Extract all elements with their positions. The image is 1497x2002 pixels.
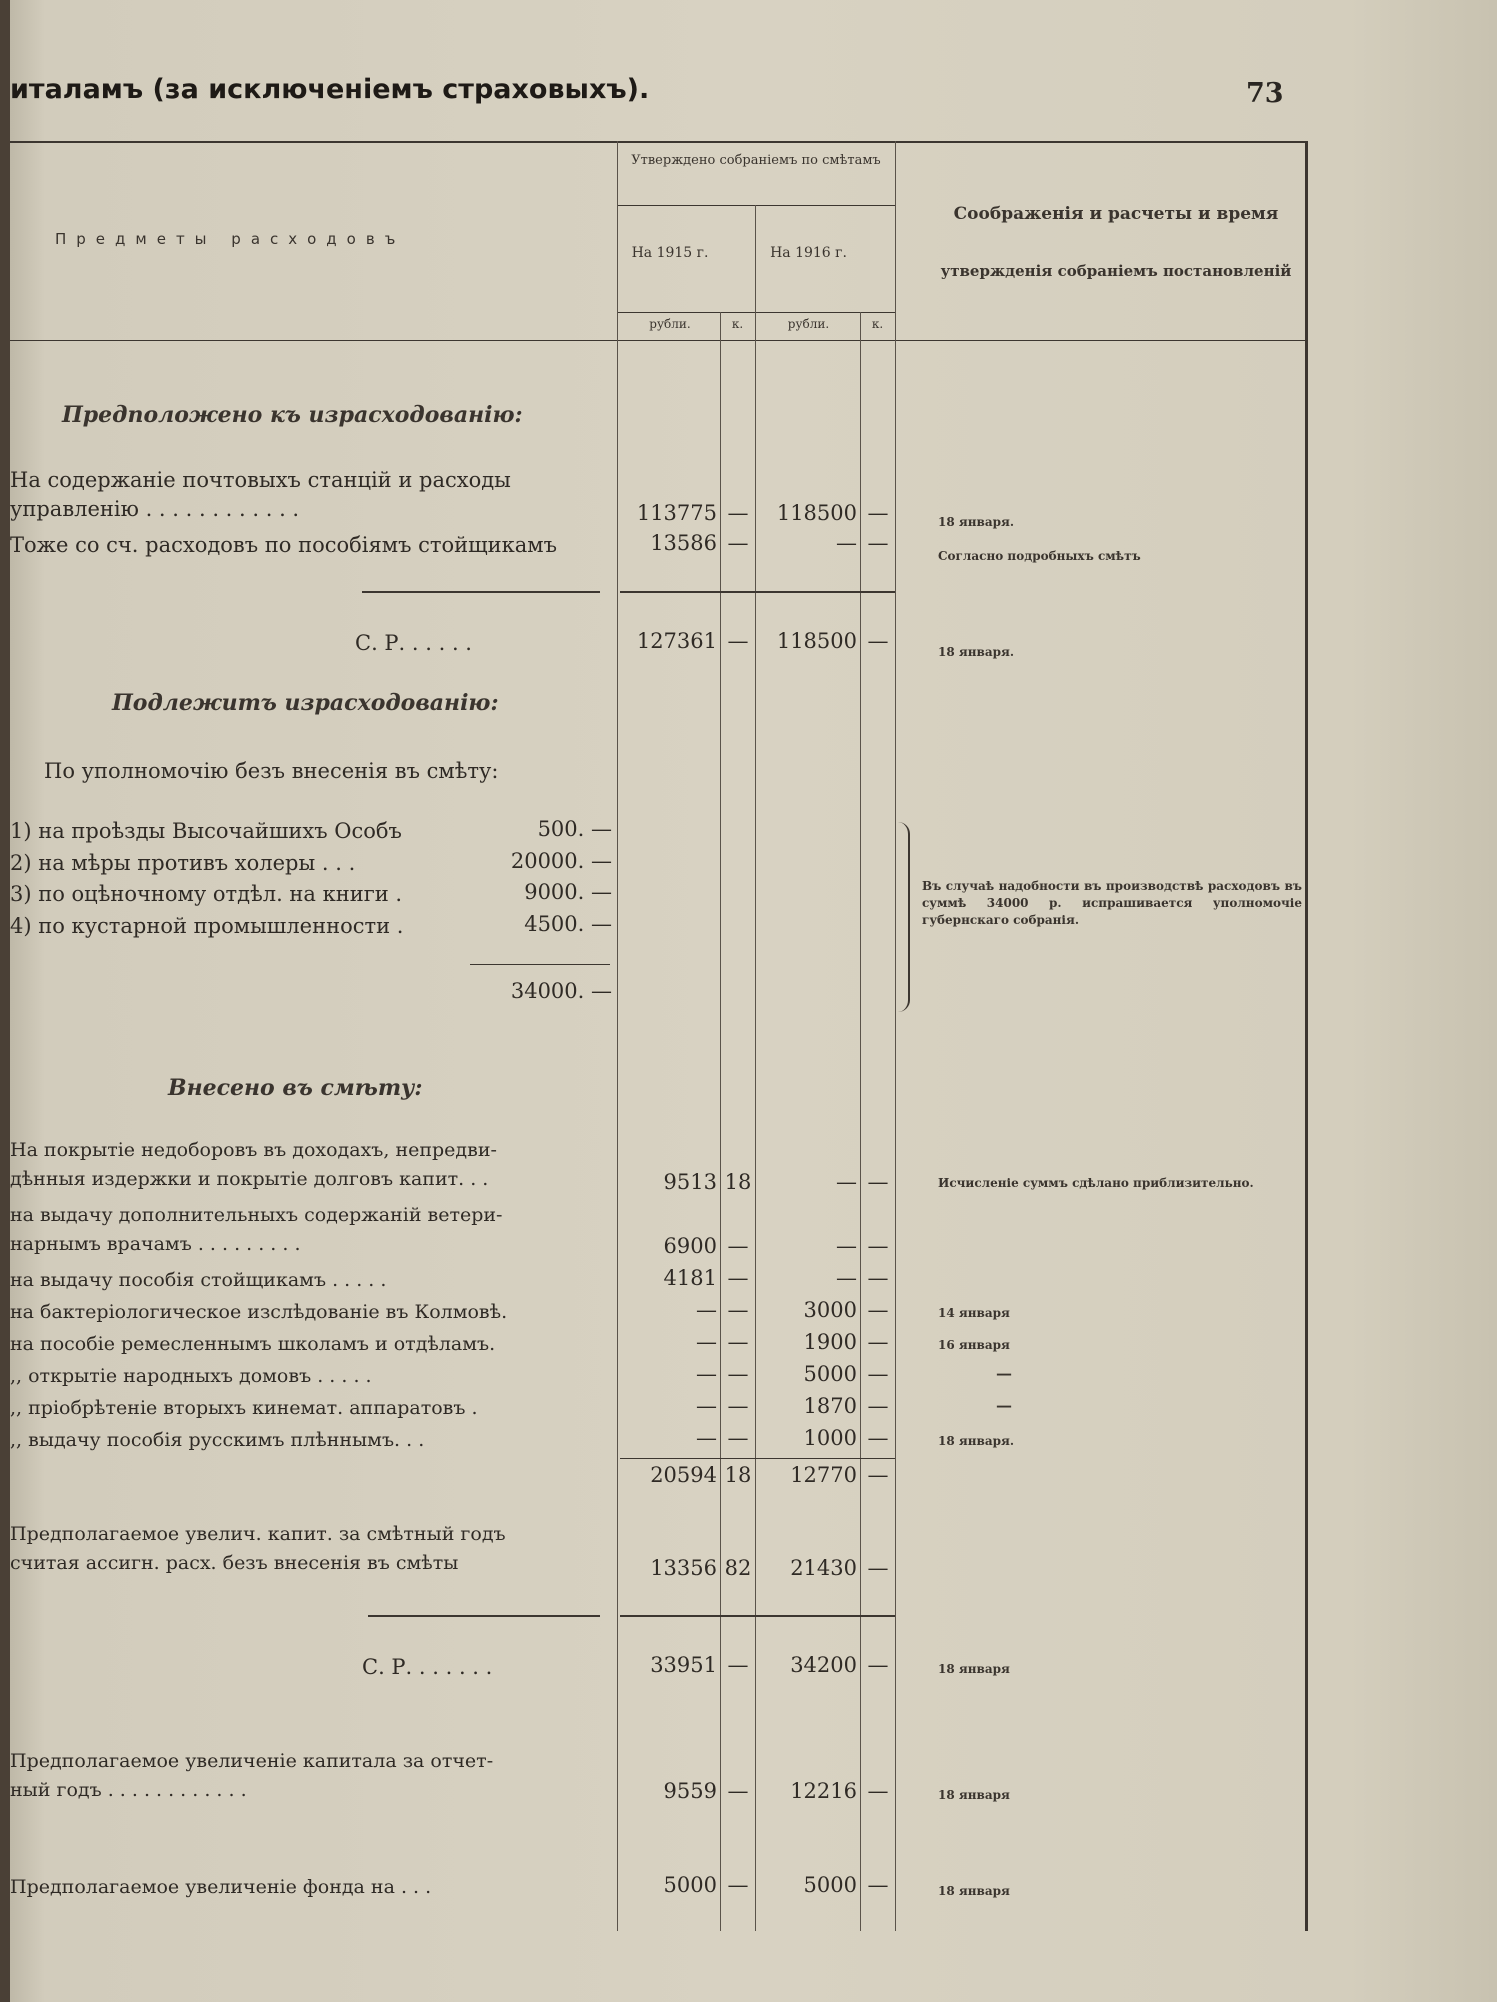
amount-1916: 118500 xyxy=(776,629,857,653)
sum-rule xyxy=(362,591,600,593)
sum-rule xyxy=(470,964,610,965)
row-description: ,, пріобрѣтеніе вторыхъ кинемат. аппаратовъ . xyxy=(10,1397,478,1419)
kopeks-1915: 82 xyxy=(724,1556,752,1580)
kopeks-1916: — xyxy=(867,1330,889,1354)
row-description: Тоже со сч. расходовъ по пособіямъ стойщикамъ xyxy=(10,533,558,557)
row-description: Предполагаемое увеличеніе фонда на . . . xyxy=(10,1876,432,1898)
kopeks-1915: 18 xyxy=(724,1463,752,1487)
row-note: 18 января xyxy=(938,1884,1010,1898)
kopeks-header: к. xyxy=(871,317,884,331)
sub-amount: 500. — xyxy=(537,817,612,841)
sum-rule xyxy=(620,1615,895,1617)
kopeks-1916: — xyxy=(867,629,889,653)
kopeks-1915: — xyxy=(727,629,749,653)
amount-1915: 113775 xyxy=(636,501,717,525)
row-description: По уполномочію безъ внесенія въ смѣту: xyxy=(44,759,499,783)
sub-amount: 4500. — xyxy=(524,912,612,936)
row-note: 18 января. xyxy=(938,515,1015,529)
row-note: 18 января. xyxy=(938,1434,1015,1448)
items-column-header: Предметы расходовъ xyxy=(55,230,406,248)
amount-1916: 3000 xyxy=(803,1298,857,1322)
bracket-note: Въ случаѣ надобности въ производствѣ расходовъ въ суммѣ 34000 р. испрашивается уполномочіе губернскаго собранія. xyxy=(922,879,1302,927)
row-description: На содержаніе почтовыхъ станцій и расходы управленію . . . . . . . . . . . . xyxy=(10,468,511,521)
row-note: — xyxy=(996,1396,1012,1415)
amount-1916: — xyxy=(836,1234,857,1258)
row-note: Исчисленіе суммъ сдѣлано приблизительно. xyxy=(938,1176,1254,1190)
kopeks-1915: — xyxy=(727,1330,749,1354)
kopeks-1915: — xyxy=(727,501,749,525)
rubles-header: рубли. xyxy=(787,317,830,331)
kopeks-1915: — xyxy=(727,1873,749,1897)
kopeks-1915: — xyxy=(727,1394,749,1418)
amount-1916: — xyxy=(836,1266,857,1290)
section-title: Подлежитъ израсходованію: xyxy=(112,690,499,716)
approved-header: Утверждено собраніемъ по смѣтамъ xyxy=(631,153,881,168)
brace xyxy=(898,822,910,1012)
kopeks-1915: — xyxy=(727,1266,749,1290)
amount-1915: 9513 xyxy=(663,1170,717,1194)
amount-1916: — xyxy=(836,531,857,555)
amount-1916: 12216 xyxy=(790,1779,857,1803)
year-1916-header: На 1916 г. xyxy=(770,245,847,261)
page-header: италамъ (за исключеніемъ страховыхъ). xyxy=(10,74,650,105)
row-description: ,, открытіе народныхъ домовъ . . . . . xyxy=(10,1365,372,1387)
row-note: 18 января xyxy=(938,1662,1010,1676)
row-description: 4) по кустарной промышленности . xyxy=(10,914,404,938)
amount-1915: 13586 xyxy=(650,531,717,555)
row-note: 18 января xyxy=(938,1788,1010,1802)
kopeks-1916: — xyxy=(867,1556,889,1580)
kopeks-1916: — xyxy=(867,1170,889,1194)
kopeks-1916: — xyxy=(867,1653,889,1677)
row-description: 2) на мѣры противъ холеры . . . xyxy=(10,851,356,875)
amount-1915: — xyxy=(696,1298,717,1322)
notes-header-line2: утвержденія собраніемъ постановленій xyxy=(940,262,1292,280)
col-divider xyxy=(895,141,896,1931)
amount-1915: 33951 xyxy=(650,1653,717,1677)
amount-1915: 13356 xyxy=(650,1556,717,1580)
year-1915-header: На 1915 г. xyxy=(631,245,709,261)
row-description: На покрытіе недоборовъ въ доходахъ, непредви- дѣнныя издержки и покрытіе долговъ капит. . . xyxy=(10,1139,497,1190)
amount-1916: 12770 xyxy=(790,1463,857,1487)
kopeks-1916: — xyxy=(867,1873,889,1897)
row-note: Согласно подробныхъ смѣтъ xyxy=(938,549,1141,563)
kopeks-1915: — xyxy=(727,1653,749,1677)
kopeks-1916: — xyxy=(867,1298,889,1322)
row-description: на пособіе ремесленнымъ школамъ и отдѣламъ. xyxy=(10,1333,496,1355)
col-divider xyxy=(617,141,618,1931)
subtotal-label: С. Р. . . . . . . xyxy=(362,1655,493,1679)
sum-rule xyxy=(620,1458,895,1459)
row-description: на выдачу дополнительныхъ содержаній ветери- нарнымъ врачамъ . . . . . . . . . xyxy=(10,1204,503,1255)
amount-1916: 21430 xyxy=(790,1556,857,1580)
row-description: на выдачу пособія стойщикамъ . . . . . xyxy=(10,1269,387,1291)
kopeks-1915: — xyxy=(727,1426,749,1450)
row-description: ,, выдачу пособія русскимъ плѣннымъ. . . xyxy=(10,1429,425,1451)
section-title: Внесено въ смѣту: xyxy=(168,1075,423,1101)
row-note: 14 января xyxy=(938,1306,1010,1320)
row-description: на бактеріологическое изслѣдованіе въ Колмовѣ. xyxy=(10,1301,508,1323)
amount-1915: 4181 xyxy=(663,1266,717,1290)
book-spine xyxy=(0,0,10,2002)
notes-header-line1: Соображенія и расчеты и время xyxy=(953,204,1279,224)
kopeks-1915: — xyxy=(727,1298,749,1322)
amount-1916: 34200 xyxy=(790,1653,857,1677)
sub-amount: 9000. — xyxy=(524,880,612,904)
col-divider xyxy=(720,312,721,1931)
amount-1915: 127361 xyxy=(636,629,717,653)
section-title: Предположено къ израсходованію: xyxy=(62,402,523,428)
kopeks-header: к. xyxy=(731,317,744,331)
amount-1915: 20594 xyxy=(650,1463,717,1487)
sub-amount-total: 34000. — xyxy=(510,979,612,1003)
amount-1916: 5000 xyxy=(803,1873,857,1897)
kopeks-1916: — xyxy=(867,1779,889,1803)
amount-1915: 9559 xyxy=(663,1779,717,1803)
amount-1916: — xyxy=(836,1170,857,1194)
amount-1916: 1000 xyxy=(803,1426,857,1450)
kopeks-1916: — xyxy=(867,1362,889,1386)
sum-rule xyxy=(368,1615,600,1617)
header-bottom-rule xyxy=(10,340,1306,341)
row-description: Предполагаемое увелич. капит. за смѣтный годъ считая ассигн. расх. безъ внесенія въ смѣты xyxy=(10,1523,506,1574)
kopeks-1915: 18 xyxy=(724,1170,752,1194)
amount-1916: 1870 xyxy=(803,1394,857,1418)
sum-rule xyxy=(620,591,895,593)
amount-1915: 6900 xyxy=(663,1234,717,1258)
approved-rule xyxy=(617,205,895,206)
row-note: — xyxy=(996,1364,1012,1383)
col-divider xyxy=(755,205,756,1931)
row-description: 3) по оцѣночному отдѣл. на книги . xyxy=(10,882,403,906)
row-description: 1) на проѣзды Высочайшихъ Особъ xyxy=(10,819,402,843)
col-divider xyxy=(860,312,861,1931)
row-note: 18 января. xyxy=(938,645,1015,659)
amount-1915: 5000 xyxy=(663,1873,717,1897)
row-description: Предполагаемое увеличеніе капитала за отчет- ный годъ . . . . . . . . . . . . xyxy=(10,1750,494,1801)
kopeks-1916: — xyxy=(867,1234,889,1258)
amount-1916: 118500 xyxy=(776,501,857,525)
amount-1915: — xyxy=(696,1362,717,1386)
kopeks-1916: — xyxy=(867,1394,889,1418)
kopeks-1916: — xyxy=(867,1426,889,1450)
sub-amount: 20000. — xyxy=(510,849,612,873)
kopeks-1915: — xyxy=(727,1779,749,1803)
page-number: 73 xyxy=(1246,78,1284,109)
kopeks-1916: — xyxy=(867,1266,889,1290)
rubles-header: рубли. xyxy=(649,317,691,331)
kopeks-1916: — xyxy=(867,501,889,525)
kopeks-1916: — xyxy=(867,1463,889,1487)
row-note: 16 января xyxy=(938,1338,1010,1352)
subtotal-label: С. Р. . . . . . xyxy=(355,631,472,655)
units-rule xyxy=(617,312,895,313)
amount-1916: 5000 xyxy=(803,1362,857,1386)
amount-1916: 1900 xyxy=(803,1330,857,1354)
kopeks-1915: — xyxy=(727,531,749,555)
amount-1915: — xyxy=(696,1330,717,1354)
amount-1915: — xyxy=(696,1426,717,1450)
kopeks-1915: — xyxy=(727,1234,749,1258)
table-top-rule xyxy=(10,141,1306,143)
kopeks-1915: — xyxy=(727,1362,749,1386)
amount-1915: — xyxy=(696,1394,717,1418)
table-right-border xyxy=(1305,141,1308,1931)
kopeks-1916: — xyxy=(867,531,889,555)
